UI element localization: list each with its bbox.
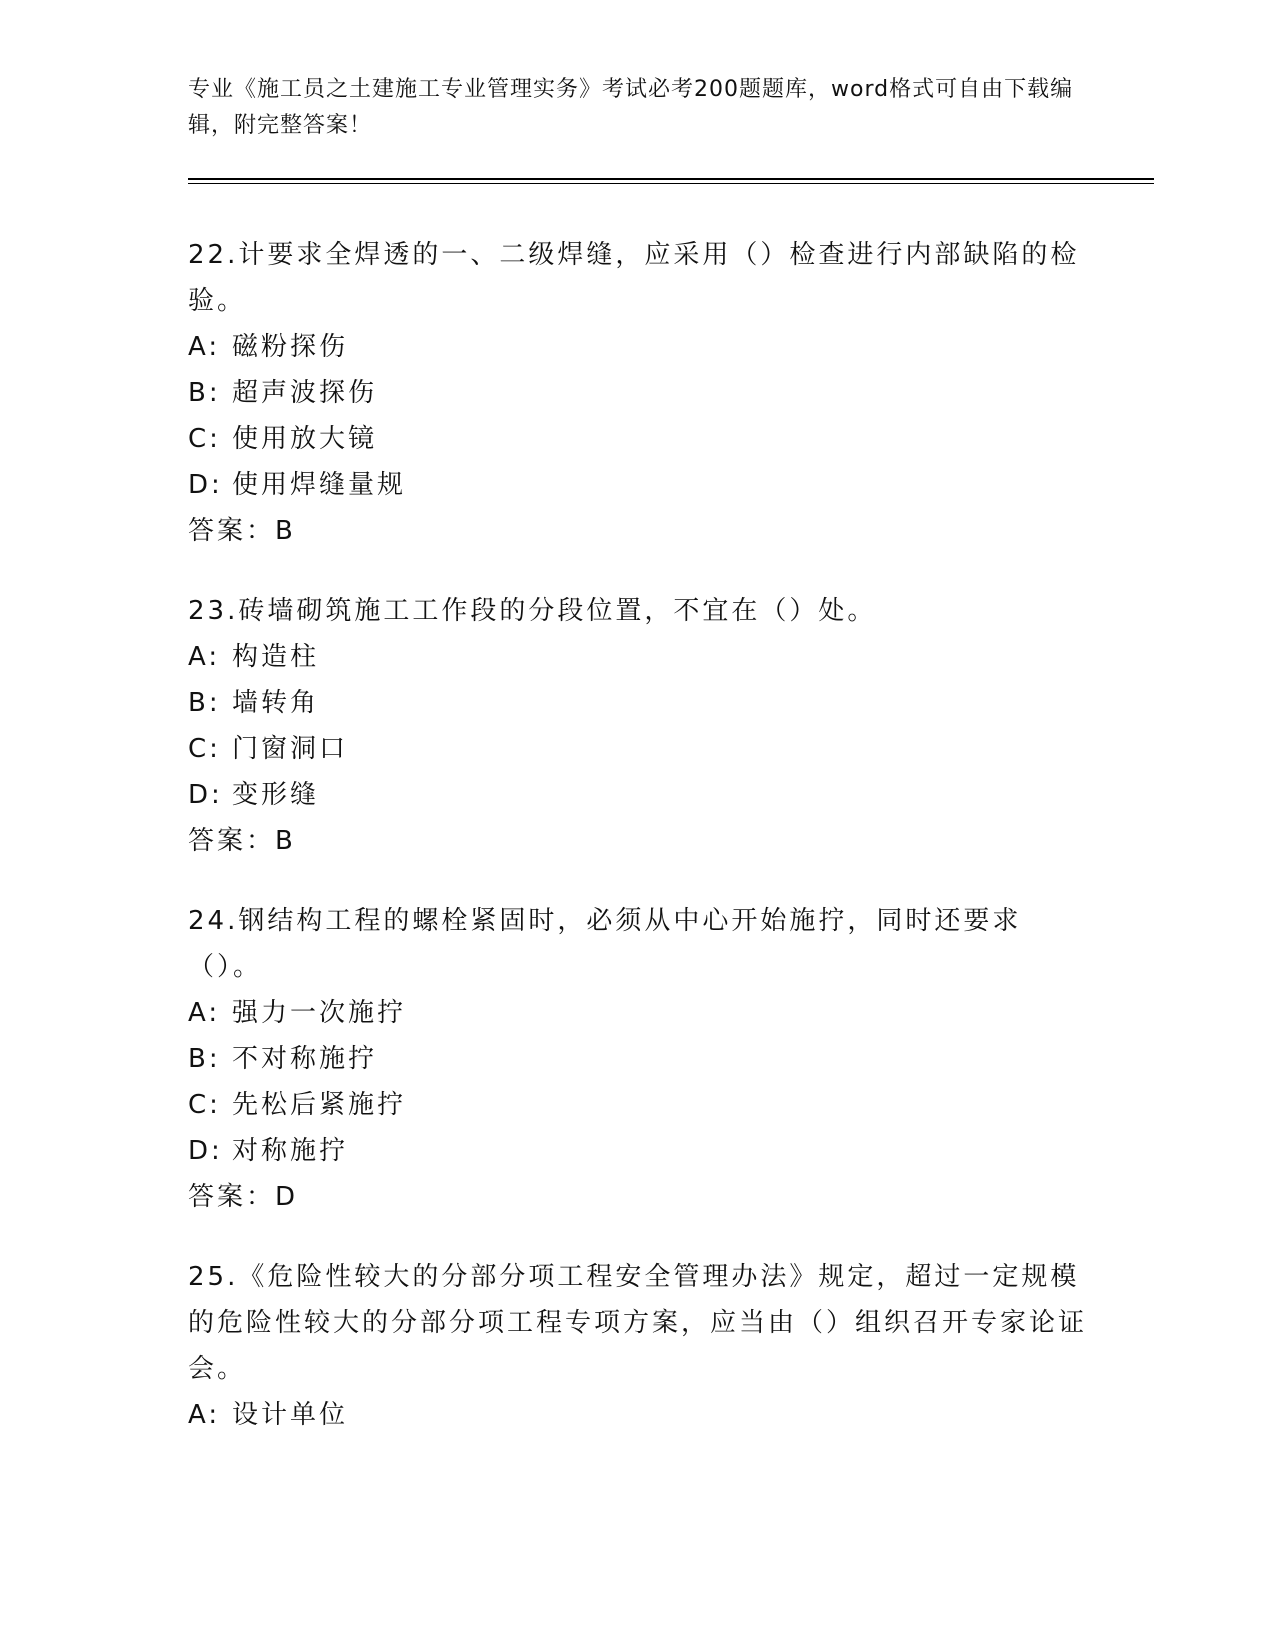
option-d — [188, 462, 1088, 508]
question-stem — [188, 588, 1088, 634]
question-23 — [188, 588, 1088, 864]
option-key: D: — [188, 470, 223, 500]
answer-label: 答案： — [188, 1182, 276, 1212]
header-divider-thick — [188, 178, 1154, 180]
option-key: C: — [188, 1090, 221, 1120]
question-stem — [188, 1254, 1088, 1392]
option-text: 设计单位 — [232, 1400, 349, 1430]
option-text: 使用焊缝量规 — [232, 470, 407, 500]
question-stem — [188, 898, 1088, 990]
option-text: 超声波探伤 — [232, 378, 378, 408]
option-text: 强力一次施拧 — [232, 998, 407, 1028]
question-text: 钢结构工程的螺栓紧固时，必须从中心开始施拧，同时还要求（）。 — [188, 906, 1022, 982]
option-b — [188, 1036, 1088, 1082]
option-text: 使用放大镜 — [232, 424, 378, 454]
option-text: 先松后紧施拧 — [232, 1090, 407, 1120]
option-a — [188, 990, 1088, 1036]
question-24 — [188, 898, 1088, 1220]
question-25 — [188, 1254, 1088, 1438]
option-d — [188, 1128, 1088, 1174]
option-key: B: — [188, 1044, 221, 1074]
question-number: 23. — [188, 596, 239, 626]
question-22 — [188, 232, 1088, 554]
option-a — [188, 1392, 1088, 1438]
answer-line — [188, 1174, 1088, 1220]
option-key: A: — [188, 998, 221, 1028]
question-text: 《危险性较大的分部分项工程安全管理办法》规定，超过一定规模的危险性较大的分部分项工程专项方案，应当由（）组织召开专家论证会。 — [188, 1262, 1088, 1384]
answer-line — [188, 508, 1088, 554]
option-b — [188, 370, 1088, 416]
question-number: 25. — [188, 1262, 239, 1292]
option-key: B: — [188, 688, 221, 718]
option-b — [188, 680, 1088, 726]
option-text: 不对称施拧 — [232, 1044, 378, 1074]
option-key: D: — [188, 1136, 223, 1166]
answer-value: B — [275, 826, 296, 856]
answer-label: 答案： — [188, 516, 276, 546]
option-text: 构造柱 — [232, 642, 320, 672]
option-c — [188, 726, 1088, 772]
option-key: C: — [188, 734, 221, 764]
question-stem — [188, 232, 1088, 324]
question-number: 22. — [188, 240, 239, 270]
option-text: 对称施拧 — [232, 1136, 349, 1166]
question-list — [188, 232, 1088, 1472]
option-text: 变形缝 — [232, 780, 320, 810]
option-key: B: — [188, 378, 221, 408]
option-c — [188, 416, 1088, 462]
option-a — [188, 324, 1088, 370]
document-header: 专业《施工员之土建施工专业管理实务》考试必考200题题库，word格式可自由下载编辑，附完整答案！ — [188, 77, 1074, 138]
option-key: D: — [188, 780, 223, 810]
option-a — [188, 634, 1088, 680]
answer-value: D — [275, 1182, 299, 1212]
answer-line — [188, 818, 1088, 864]
answer-label: 答案： — [188, 826, 276, 856]
option-text: 门窗洞口 — [232, 734, 349, 764]
option-text: 磁粉探伤 — [232, 332, 349, 362]
question-number: 24. — [188, 906, 239, 936]
option-key: A: — [188, 332, 221, 362]
option-key: C: — [188, 424, 221, 454]
question-text: 计要求全焊透的一、二级焊缝，应采用（）检查进行内部缺陷的检验。 — [188, 240, 1080, 316]
option-text: 墙转角 — [232, 688, 320, 718]
option-key: A: — [188, 1400, 221, 1430]
option-c — [188, 1082, 1088, 1128]
question-text: 砖墙砌筑施工工作段的分段位置，不宜在（）处。 — [238, 596, 877, 626]
option-key: A: — [188, 642, 221, 672]
option-d — [188, 772, 1088, 818]
header-divider-thin — [188, 183, 1154, 184]
answer-value: B — [275, 516, 296, 546]
